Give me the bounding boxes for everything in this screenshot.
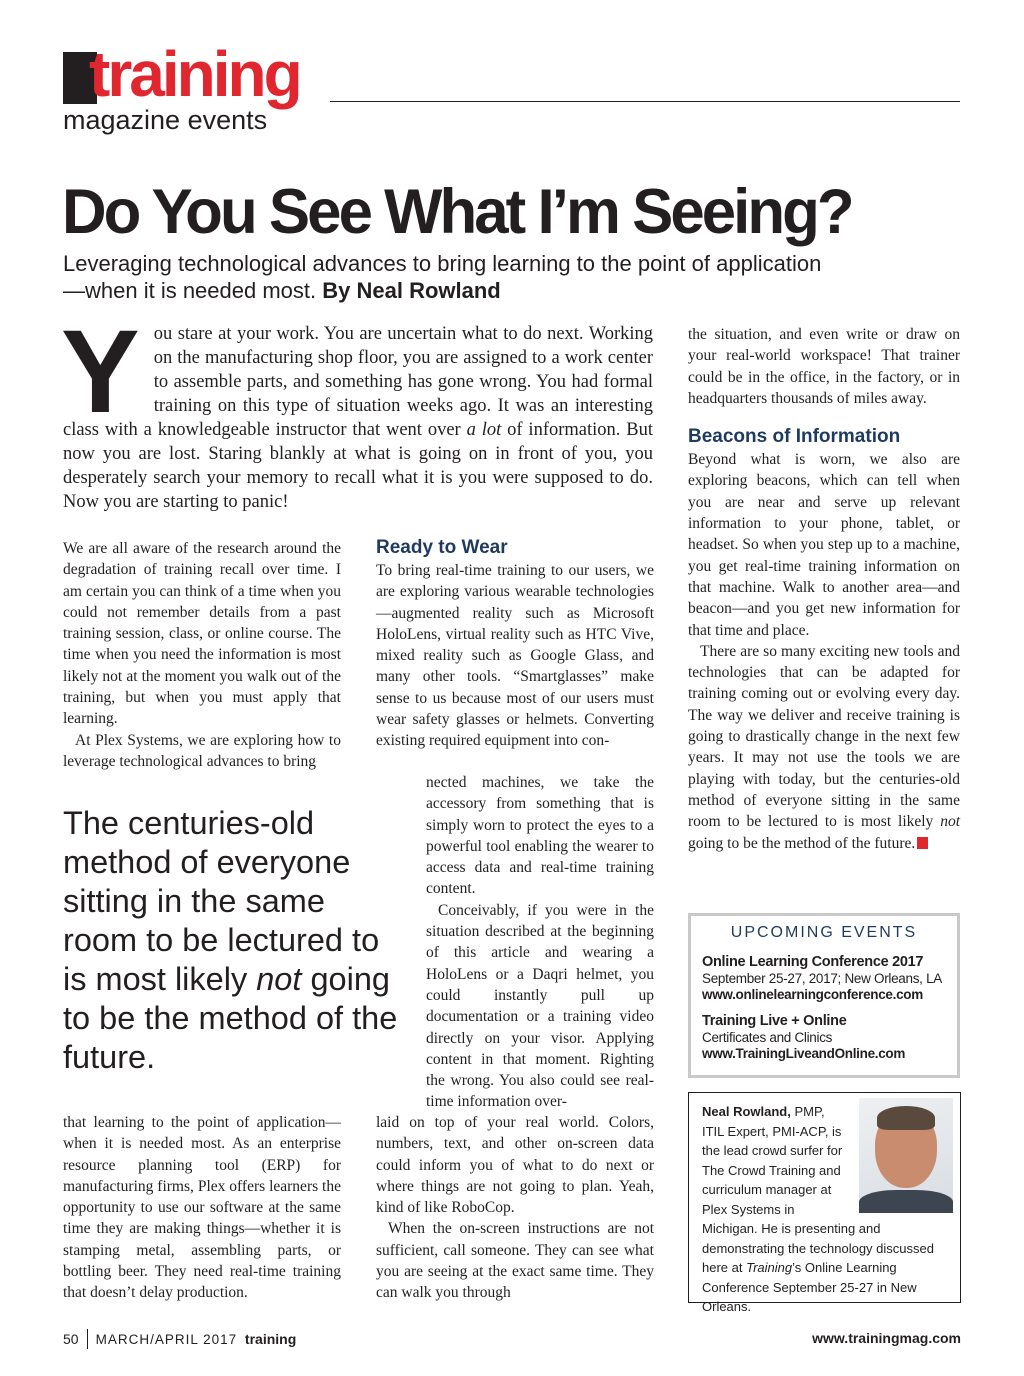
- byline: By Neal Rowland: [322, 278, 501, 303]
- end-mark-icon: [917, 837, 928, 849]
- col3-text-2: going to be the method of the future.: [688, 834, 916, 852]
- logo-subtitle: magazine events: [63, 105, 268, 135]
- col2-paragraph-1-cont: nected machines, we take the accessory from something that is simply worn to protect the eyes to a powerful tool enabling the wearer to access data and real-time training content.: [426, 774, 654, 898]
- event-link[interactable]: www.TrainingLiveandOnline.com: [702, 1046, 906, 1061]
- heading-ready-to-wear: Ready to Wear: [376, 537, 508, 558]
- col3-emphasis: not: [940, 813, 960, 831]
- bio-text-2: ’s Online Learning Conference September 25-27 in New Orleans.: [702, 1260, 917, 1314]
- col3-paragraph-3: [688, 641, 960, 854]
- event-name: Training Live + Online: [702, 1013, 847, 1029]
- pullquote-text: The centuries-old method of everyone sitting in the same room to be lectured to is most likely: [63, 805, 380, 997]
- column-3: [688, 324, 960, 854]
- col1-paragraph-1: We are all aware of the research around the degradation of training recall over time. I am certain you can think of a time when you could not remember details from a past training session, class, or online course. The time when you need the information is most likely not at the moment you walk out of the training, but when you must apply that learning.: [63, 540, 341, 728]
- event-link[interactable]: www.onlinelearningconference.com: [702, 987, 923, 1002]
- col3-paragraph-2: Beyond what is worn, we also are exploring beacons, which can tell when you are near and serve up relevant information to your phone, tablet, or headset. So when you step up to a machine, you get real-time training information on that machine. Walk to another area—and beacon—and you get new information for that time and place.: [688, 451, 960, 639]
- intro-paragraph: [61, 306, 654, 514]
- footer-divider: [87, 1329, 88, 1349]
- column-1-top: [63, 538, 341, 772]
- bio-text: PMP, ITIL Expert, PMI-ACP, is the lead crowd surfer for The Crowd Training and curriculum manager at Plex Systems in Michigan. He is presenting and demonstrating the technology discussed here at: [702, 1104, 934, 1275]
- article-deck: [63, 250, 823, 304]
- column-2-top: [376, 536, 654, 752]
- upcoming-events-box: [688, 913, 960, 1078]
- event-detail: September 25-27, 2017; New Orleans, LA: [702, 970, 942, 986]
- masthead-divider: [330, 101, 960, 102]
- event-name: Online Learning Conference 2017: [702, 954, 924, 970]
- col2-paragraph-2-cont: laid on top of your real world. Colors, numbers, text, and other on-screen data could inform you of what to do next or where things are not going to plan. Yeah, kind of like RoboCop.: [376, 1114, 654, 1217]
- pullquote-text-2: going to be the method of the future.: [63, 961, 398, 1075]
- bio-emphasis: Training: [746, 1260, 793, 1275]
- author-bio-box: [688, 1092, 961, 1314]
- pull-quote: [63, 804, 403, 1077]
- photo-spacer: [848, 1102, 952, 1214]
- intro-text: ou stare at your work. You are uncertain what to do next. Working on the manufacturing shop floor, you are assigned to a work center to assemble parts, and something has gone wrong. You had formal training on this type of situation weeks ago. It was an interesting class with a knowledgeable instructor that went over: [63, 324, 653, 440]
- page-number: 50: [63, 1331, 79, 1347]
- col1-paragraph-3: that learning to the point of application—when it is needed most. As an enterprise resource planning tool (ERP) for manufacturing firms, Plex offers learners the opportunity to use our software at the same time they are making things—whether it is stamping metal, assembling parts, or bottling beer. They need real-time training that doesn’t delay production.: [63, 1114, 341, 1302]
- issue-date: MARCH/APRIL 2017: [95, 1332, 238, 1347]
- events-heading: UPCOMING EVENTS: [730, 924, 918, 941]
- col3-text: There are so many exciting new tools and technologies that can be adapted for training coming out or evolving every day. The way we deliver and receive training is going to drastically change in the next few years. It may not use the tools we are playing with today, but the centuries-old method of everyone sitting in the same room to be lectured to is most likely: [688, 642, 960, 831]
- author-name: Neal Rowland,: [702, 1104, 791, 1119]
- column-1-bottom: [63, 1112, 341, 1304]
- training-logo: training: [89, 38, 300, 110]
- intro-emphasis: a lot: [466, 420, 502, 440]
- article-title: Do You See What I’m Seeing?: [62, 177, 852, 247]
- footer-brand: training: [244, 1331, 297, 1347]
- event-detail: Certificates and Clinics: [702, 1029, 833, 1045]
- col3-paragraph-1: the situation, and even write or draw on your real-world workspace! That trainer could be in the office, in the factory, or in headquarters thousands of miles away.: [688, 326, 960, 407]
- event-item: [702, 1013, 905, 1063]
- col2-paragraph-1: To bring real-time training to our users, we are exploring various wearable technologies—augmented reality such as Microsoft HoloLens, virtual reality such as HTC Vive, mixed reality such as Google Glass, and many other tools. “Smartglasses” make sense to us because most of our users must wear safety glasses or helmets. Converting existing required equipment into con-: [376, 562, 654, 750]
- col2-paragraph-3: When the on-screen instructions are not sufficient, call someone. They can see what you are seeing at the exact same time. They can walk you through: [376, 1220, 654, 1302]
- deck-text: Leveraging technological advances to bring learning to the point of application—when it is needed most.: [63, 251, 822, 303]
- col2-paragraph-2: Conceivably, if you were in the situation described at the beginning of this article and wearing a HoloLens or a Daqri helmet, you could instantly pull up documentation or a training video directly on your visor. Applying content in that moment. Righting the wrong. You also could see real-time information over-: [426, 901, 654, 1111]
- column-2-middle: [426, 772, 654, 1113]
- footer-website[interactable]: www.trainingmag.com: [812, 1330, 961, 1346]
- col1-paragraph-2: At Plex Systems, we are exploring how to leverage technological advances to bring: [63, 731, 341, 770]
- event-item: [702, 954, 942, 1004]
- heading-beacons: Beacons of Information: [688, 426, 901, 448]
- author-bio: [702, 1102, 952, 1317]
- column-2-bottom: [376, 1112, 654, 1304]
- drop-cap: Y: [61, 306, 140, 438]
- pullquote-emphasis: not: [256, 961, 302, 997]
- footer-left: [63, 1329, 296, 1349]
- intro-text-2: of information. But now you are lost. Staring blankly at what is going on in front of you, you desperately search your memory to recall what it is you were supposed to do. Now you are starting to panic!: [63, 420, 654, 512]
